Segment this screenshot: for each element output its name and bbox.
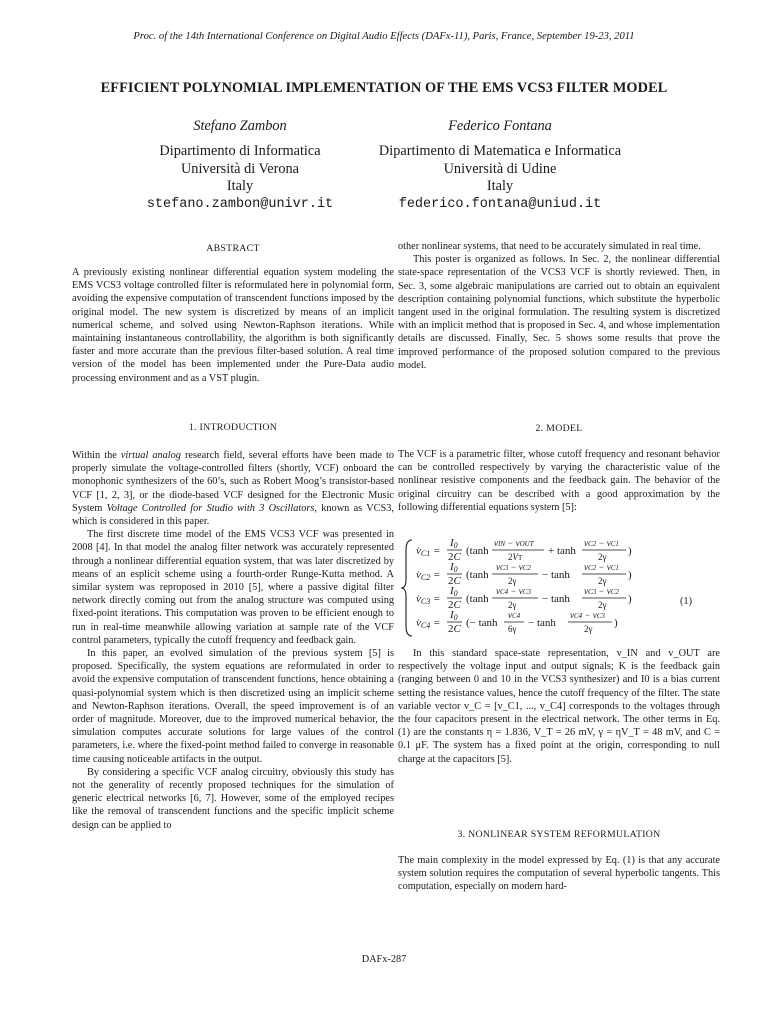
- svg-text:I0: I0: [450, 561, 458, 574]
- svg-text:I0: I0: [450, 609, 458, 622]
- author-country: Italy: [226, 178, 254, 195]
- svg-text:): ): [628, 569, 632, 581]
- svg-text:): ): [628, 545, 632, 557]
- author-block: [360, 118, 640, 213]
- svg-text:(tanh: (tanh: [466, 569, 489, 581]
- model-explanation: [398, 647, 720, 766]
- svg-text:(tanh: (tanh: [466, 545, 489, 557]
- svg-text:vC2 − vC1: vC2 − vC1: [584, 562, 619, 572]
- conference-header: Proc. of the 14th International Conference on Digital Audio Effects (DAFx-11), Paris, France, September 19-23, 2011: [133, 31, 635, 42]
- svg-text:v̇C4 =: v̇C4 =: [416, 617, 441, 630]
- svg-text:2γ: 2γ: [598, 576, 607, 586]
- author-university: Università di Udine: [443, 160, 557, 177]
- intro-paragraph: In this paper, an evolved simulation of the previous system [5] is proposed. Specifically, the system equations are reformulated in order to avoid the expensive computation of transcendent functions, hence obtaining a quasi-polynomial system which is then discretized using an implicit scheme and Newton-Raphson iterations. Overall, the speed improvement is of an order of magnitude. Moreover, due to the improved numerical behavior, the simulation computes accurate solutions for large values of the control parameters, i.e. where the fixed-point method failed to converge in reasonable time causing noticeable artifacts in the output.: [72, 648, 394, 765]
- svg-text:vC4 − vC3: vC4 − vC3: [570, 610, 605, 620]
- author-email: stefano.zambon@univr.it: [146, 196, 334, 212]
- introduction-body: [72, 449, 394, 832]
- model-paragraph: In this standard space-state representation, v_IN and v_OUT are respectively the voltage input and output signals; K is the feedback gain (ranging between 0 and 10 in the VCS3 synthesizer) and I0 is a bias current setting the resistance values, hence the cutoff frequency of the filter. The state variable vector v_C = [v_C1, ..., v_C4] corresponds to the voltages through the four capacitors present in the electrical network. The other terms in Eq. (1) are the constants η = 1.836, V_T = 26 mV, γ = ηV_T = 48 mV, and C = 0.1 μF. The system has a fixed point at the origin, corresponding to null charge at the capacitors [5].: [398, 648, 720, 765]
- intro-paragraph: The first discrete time model of the EMS VCS3 VCF was presented in 2008 [4]. In that model the analog filter network was accurately represented through a nonlinear differential equation system, that was later discretized by means of an esplicit scheme using a fourth-order Runge-Kutta method. A similar system was reproposed in 2010 [5], where a passive digital filter network directly coming out from the analog structure was computed using fixed-point iterations. This computation was proven to be efficient enough to run in real-time meanwhile allowing variation at sample rate of the VCF control parameters, typically the cutoff frequency and feedback gain.: [72, 529, 394, 646]
- author-university: Università di Verona: [180, 160, 300, 177]
- svg-text:I0: I0: [450, 537, 458, 550]
- svg-text:2γ: 2γ: [508, 600, 517, 610]
- svg-text:2γ: 2γ: [584, 624, 593, 634]
- svg-text:− tanh: − tanh: [528, 617, 556, 629]
- author-name: Stefano Zambon: [193, 118, 287, 134]
- svg-text:v̇C1 =: v̇C1 =: [416, 545, 441, 558]
- abstract-heading: ABSTRACT: [206, 243, 260, 254]
- intro-paragraph: Within the virtual analog research field, several efforts have been made to properly simulate the voltage-controlled filters (shortly, VCF) onboard the monophonic synthesizers of the 60’s, such as Robert Moog’s transistor-based VCF [1, 2, 3], or the diode-based VCF designed for the Electronic Music System Voltage Controlled for Studio with 3 Oscillators, known as VCS3, which is considered in this paper.: [72, 450, 395, 528]
- svg-text:− tanh: − tanh: [542, 569, 570, 581]
- author-email: federico.fontana@uniud.it: [398, 196, 602, 212]
- intro-paragraph: This poster is organized as follows. In Sec. 2, the nonlinear differential state-space representation of the VCS3 VCF is shortly reviewed. Then, in Sec. 3, some algebraic manipulations are carried out to obtain an equivalent description containing polynomial functions, which substitute the hyperbolic tangent used in the original formulation. The resulting system is discretized with an implicit method that is proposed in Sec. 4, and whose implementation details are discussed. Finally, Sec. 5 shows some results that prove the improved performance of the proposed solution compared to the previous model.: [398, 254, 720, 371]
- model-body: [398, 448, 720, 514]
- introduction-heading: 1. INTRODUCTION: [188, 422, 278, 433]
- equation-number: (1): [680, 596, 693, 607]
- svg-text:v̇C2 =: v̇C2 =: [416, 569, 441, 582]
- paper-title: EFFICIENT POLYNOMIAL IMPLEMENTATION OF THE EMS VCS3 FILTER MODEL: [100, 80, 668, 96]
- intro-continuation: [398, 240, 720, 372]
- intro-paragraph: other nonlinear systems, that need to be accurately simulated in real time.: [398, 241, 701, 252]
- svg-text:vC2 − vC1: vC2 − vC1: [584, 538, 619, 548]
- svg-text:6γ: 6γ: [508, 624, 517, 634]
- svg-text:vC3 − vC2: vC3 − vC2: [584, 586, 619, 596]
- svg-text:+ tanh: + tanh: [548, 545, 576, 557]
- svg-text:(tanh: (tanh: [466, 593, 489, 605]
- reformulation-body: [398, 854, 720, 894]
- abstract-text: A previously existing nonlinear differential equation system modeling the EMS VCS3 voltage controlled filter is reformulated here in polynomial form, avoiding the expensive computation of transcendent functions imposed by the original model. The new system is discretized by means of an implicit numerical scheme, and solved using Newton-Raphson iterations. While maintaining instantaneous controllability, the algorithm is both significantly faster and more accurate than the previous filter-based solution. A real time version of the model has been implemented under the Pure-Data audio processing environment and as a VST plugin.: [72, 267, 394, 384]
- page-footer: DAFx-287: [361, 954, 407, 965]
- svg-text:(− tanh: (− tanh: [466, 617, 498, 629]
- svg-text:): ): [614, 617, 618, 629]
- svg-text:2C: 2C: [448, 599, 461, 611]
- svg-text:2C: 2C: [448, 575, 461, 587]
- svg-text:I0: I0: [450, 585, 458, 598]
- reformulation-heading: 3. NONLINEAR SYSTEM REFORMULATION: [457, 829, 661, 840]
- author-department: Dipartimento di Informatica: [159, 143, 321, 160]
- svg-text:2C: 2C: [448, 551, 461, 563]
- svg-text:2C: 2C: [448, 623, 461, 635]
- svg-text:vIN − vOUT: vIN − vOUT: [494, 538, 534, 548]
- svg-text:2γ: 2γ: [508, 576, 517, 586]
- intro-paragraph: By considering a specific VCF analog circuitry, obviously this study has not the generality of recently proposed techniques for the simulation of generic electrical networks [6, 7]. However, some of the employed recipes like the removal of transcendent functions and the specific implicit scheme design can be applied to: [72, 766, 394, 831]
- model-paragraph: The VCF is a parametric filter, whose cutoff frequency and resonant behavior can be controlled respectively by varying the characteristic value of the nonlinear resistive components and the feedback gain. The behavior of the original circuitry can be described with a good approximation by the following differential equations system [5]:: [398, 449, 720, 513]
- author-name: Federico Fontana: [448, 118, 552, 134]
- model-heading: 2. MODEL: [535, 423, 583, 434]
- svg-text:v̇C3 =: v̇C3 =: [416, 593, 441, 606]
- svg-text:): ): [628, 593, 632, 605]
- svg-text:2γ: 2γ: [598, 600, 607, 610]
- differential-equation-system: [398, 536, 720, 640]
- reform-paragraph: The main complexity in the model expressed by Eq. (1) is that any accurate system solution requires the computation of several hyperbolic tangents. This computation, especially on modern hard-: [398, 855, 720, 893]
- svg-text:− tanh: − tanh: [542, 593, 570, 605]
- svg-text:vC4: vC4: [508, 610, 521, 620]
- svg-text:2VT: 2VT: [508, 552, 523, 562]
- author-department: Dipartimento di Matematica e Informatica: [378, 143, 622, 160]
- abstract-body: [72, 266, 394, 385]
- author-block: [120, 118, 360, 213]
- svg-text:2γ: 2γ: [598, 552, 607, 562]
- author-country: Italy: [486, 178, 514, 195]
- svg-text:vC4 − vC3: vC4 − vC3: [496, 586, 531, 596]
- svg-text:vC3 − vC2: vC3 − vC2: [496, 562, 531, 572]
